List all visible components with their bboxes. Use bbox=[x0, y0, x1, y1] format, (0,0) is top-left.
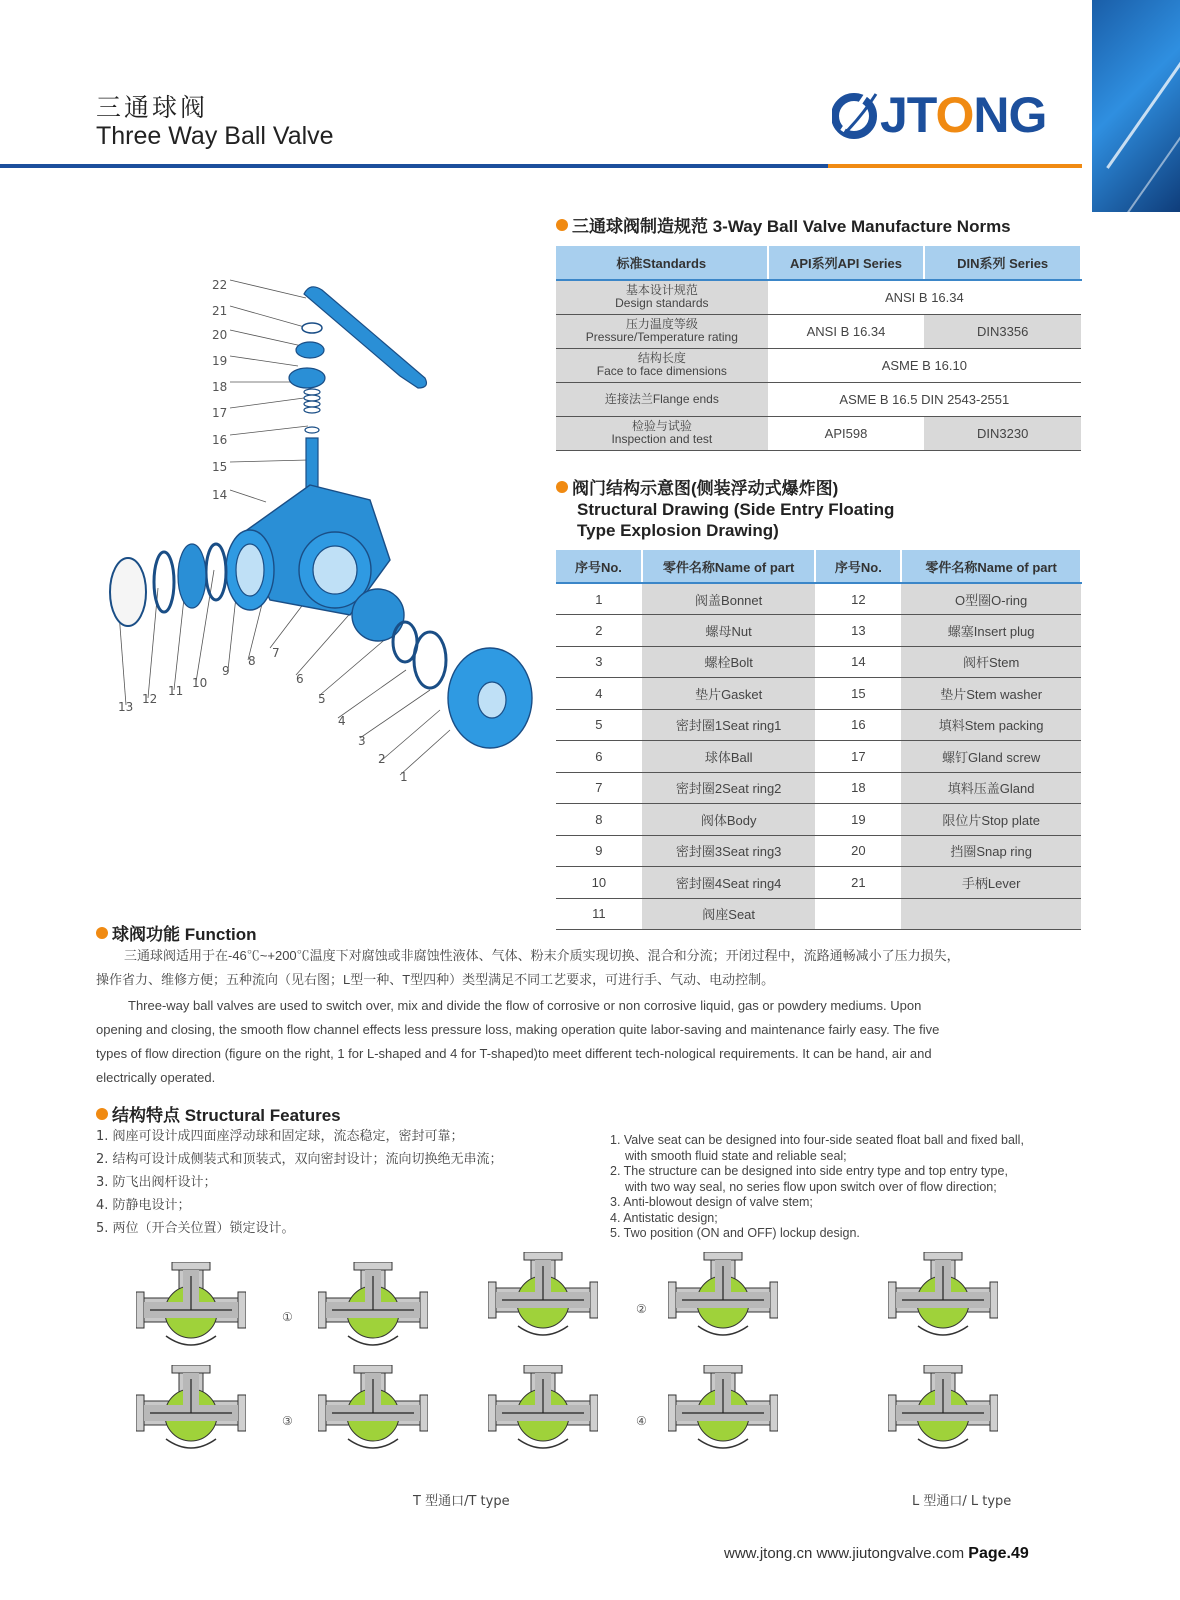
table-row: 6 球体Ball 17 螺钉Gland screw bbox=[556, 741, 1081, 773]
flow-diagram-7 bbox=[318, 1365, 428, 1457]
table-header-row bbox=[556, 246, 1081, 280]
flow-diagram-10 bbox=[888, 1365, 998, 1457]
table-row: 3 螺栓Bolt 14 阀杆Stem bbox=[556, 646, 1081, 678]
parts-table bbox=[556, 550, 1082, 930]
callout-15: 15 bbox=[212, 460, 228, 474]
callout-17: 17 bbox=[212, 406, 228, 420]
table-row: 11 阀座Seat bbox=[556, 898, 1081, 930]
callout-6: 6 bbox=[296, 672, 304, 686]
bullet-dot-icon bbox=[96, 1108, 108, 1120]
callout-20: 20 bbox=[212, 328, 228, 342]
callout-21: 21 bbox=[212, 304, 228, 318]
flow-label-1: ① bbox=[282, 1310, 293, 1324]
callout-14: 14 bbox=[212, 488, 228, 502]
callout-16: 16 bbox=[212, 433, 228, 447]
flow-diagram-8 bbox=[488, 1365, 598, 1457]
norms-table bbox=[556, 246, 1082, 451]
flow-label-3: ③ bbox=[282, 1414, 293, 1428]
logo-wordmark: JTONG bbox=[880, 87, 1047, 143]
callout-11: 11 bbox=[168, 684, 184, 698]
header-rule-blue bbox=[0, 164, 828, 168]
page-title-en: Three Way Ball Valve bbox=[96, 122, 334, 150]
l-type-caption: L 型通口/ L type bbox=[912, 1494, 1012, 1509]
t-type-caption: T 型通口/T type bbox=[413, 1494, 510, 1509]
features-cn-list: 1. 阀座可设计成四面座浮动球和固定球，流态稳定，密封可靠； 2. 结构可设计成侧装式和顶装式，双向密封设计；流向切换绝无串流； 3. 防飞出阀杆设计； 4. 防静电设计； 5. 两位（开合关位置）锁定设计。 bbox=[96, 1129, 503, 1236]
flow-diagram-5 bbox=[888, 1252, 998, 1344]
flow-label-4: ④ bbox=[636, 1414, 647, 1428]
callout-8: 8 bbox=[248, 654, 256, 668]
bullet-dot-icon bbox=[556, 481, 568, 493]
norms-heading: 三通球阀制造规范 3-Way Ball Valve Manufacture Norms bbox=[556, 212, 1011, 237]
corner-decoration bbox=[1092, 0, 1180, 212]
callout-10: 10 bbox=[192, 676, 208, 690]
callout-3: 3 bbox=[358, 734, 366, 748]
callout-2: 2 bbox=[378, 752, 386, 766]
col-standards: 标准Standards bbox=[556, 246, 768, 280]
flow-diagram-3 bbox=[488, 1252, 598, 1344]
flow-diagram-6 bbox=[136, 1365, 246, 1457]
parts-table-body bbox=[556, 583, 1081, 930]
table-row: 结构长度 Face to face dimensions ASME B 16.10 bbox=[556, 348, 1081, 382]
table-row: 基本设计规范 Design standards ANSI B 16.34 bbox=[556, 280, 1081, 314]
table-row: 压力温度等级 Pressure/Temperature rating ANSI B 16.34 DIN3356 bbox=[556, 314, 1081, 348]
page-number: Page.49 bbox=[968, 1545, 1029, 1562]
flow-diagram-1 bbox=[136, 1262, 246, 1354]
callout-7: 7 bbox=[272, 646, 280, 660]
function-text: 三通球阀适用于在-46℃~+200℃温度下对腐蚀或非腐蚀性液体、气体、粉末介质实现切换、混合和分流；开闭过程中，流路通畅减小了压力损失， 操作省力、维修方便；五种流向（见右图；L型一种、T型四种）类型满足不同工艺要求，可进行手、气动、电动控制。 Three-way ball valves are used to switch over, mix and divide the flow of corrosive or non corrosive liquid, gas or powdery mediums. Upon opening and closing, the smooth flow channel effects less pressure loss, making operation quite labor-saving and maintenance fairly easy. The five types of flow direction (figure on the right, 1 for L-shaped and 4 for T-shaped)to meet different tech-nological requirements. It can be hand, air and electrically operated. bbox=[96, 948, 960, 1085]
col-api: API系列API Series bbox=[768, 246, 925, 280]
table-row: 2 螺母Nut 13 螺塞Insert plug bbox=[556, 615, 1081, 647]
callout-9: 9 bbox=[222, 664, 230, 678]
features-en-list: 1. Valve seat can be designed into four-side seated float ball and fixed ball, with smooth fluid state and reliable seal; 2. The structure can be designed into side entry type and top entry type, with two way seal, no series flow upon switch over of flow direction; 3. Anti-blowout design of valve stem; 4. Antistatic design; 5. Two position (ON and OFF) lockup design. bbox=[610, 1133, 1024, 1240]
table-row: 1 阀盖Bonnet 12 O型圈O-ring bbox=[556, 583, 1081, 615]
table-row: 5 密封圈1Seat ring1 16 填料Stem packing bbox=[556, 709, 1081, 741]
flow-diagram-2 bbox=[318, 1262, 428, 1354]
flow-label-2: ② bbox=[636, 1302, 647, 1316]
callout-5: 5 bbox=[318, 692, 326, 706]
flow-diagram-4 bbox=[668, 1252, 778, 1344]
header-rule-orange bbox=[828, 164, 1082, 168]
table-row: 连接法兰Flange ends ASME B 16.5 DIN 2543-2551 bbox=[556, 382, 1081, 416]
table-row: 9 密封圈3Seat ring3 20 挡圈Snap ring bbox=[556, 835, 1081, 867]
table-row: 4 垫片Gasket 15 垫片Stem washer bbox=[556, 678, 1081, 710]
bullet-dot-icon bbox=[556, 219, 568, 231]
page-title-cn: 三通球阀 bbox=[96, 93, 209, 122]
callout-19: 19 bbox=[212, 354, 228, 368]
table-header-row: 序号No. 零件名称Name of part 序号No. 零件名称Name of part bbox=[556, 550, 1081, 583]
callout-12: 12 bbox=[142, 692, 158, 706]
ball-part bbox=[352, 589, 404, 641]
callout-18: 18 bbox=[212, 380, 228, 394]
table-row: 8 阀体Body 19 限位片Stop plate bbox=[556, 804, 1081, 836]
page-footer bbox=[724, 1545, 1029, 1563]
callout-4: 4 bbox=[338, 714, 346, 728]
callout-13: 13 bbox=[118, 700, 134, 714]
features-heading: 结构特点 Structural Features bbox=[96, 1101, 341, 1126]
flow-diagram-9 bbox=[668, 1365, 778, 1457]
table-row: 10 密封圈4Seat ring4 21 手柄Lever bbox=[556, 867, 1081, 899]
exploded-valve-drawing bbox=[100, 270, 545, 790]
function-heading: 球阀功能 Function bbox=[96, 920, 256, 945]
callout-1: 1 bbox=[400, 770, 408, 784]
footer-websites: www.jtong.cn www.jiutongvalve.com bbox=[724, 1545, 965, 1562]
structure-heading: 阀门结构示意图(侧装浮动式爆炸图) Structural Drawing (Side Entry Floating Type Explosion Drawing) bbox=[556, 478, 894, 541]
col-din: DIN系列 Series bbox=[924, 246, 1081, 280]
callout-22: 22 bbox=[212, 278, 228, 292]
table-row: 7 密封圈2Seat ring2 18 填料压盖Gland bbox=[556, 772, 1081, 804]
table-row: 检验与试验 Inspection and test API598 DIN3230 bbox=[556, 416, 1081, 450]
bullet-dot-icon bbox=[96, 927, 108, 939]
